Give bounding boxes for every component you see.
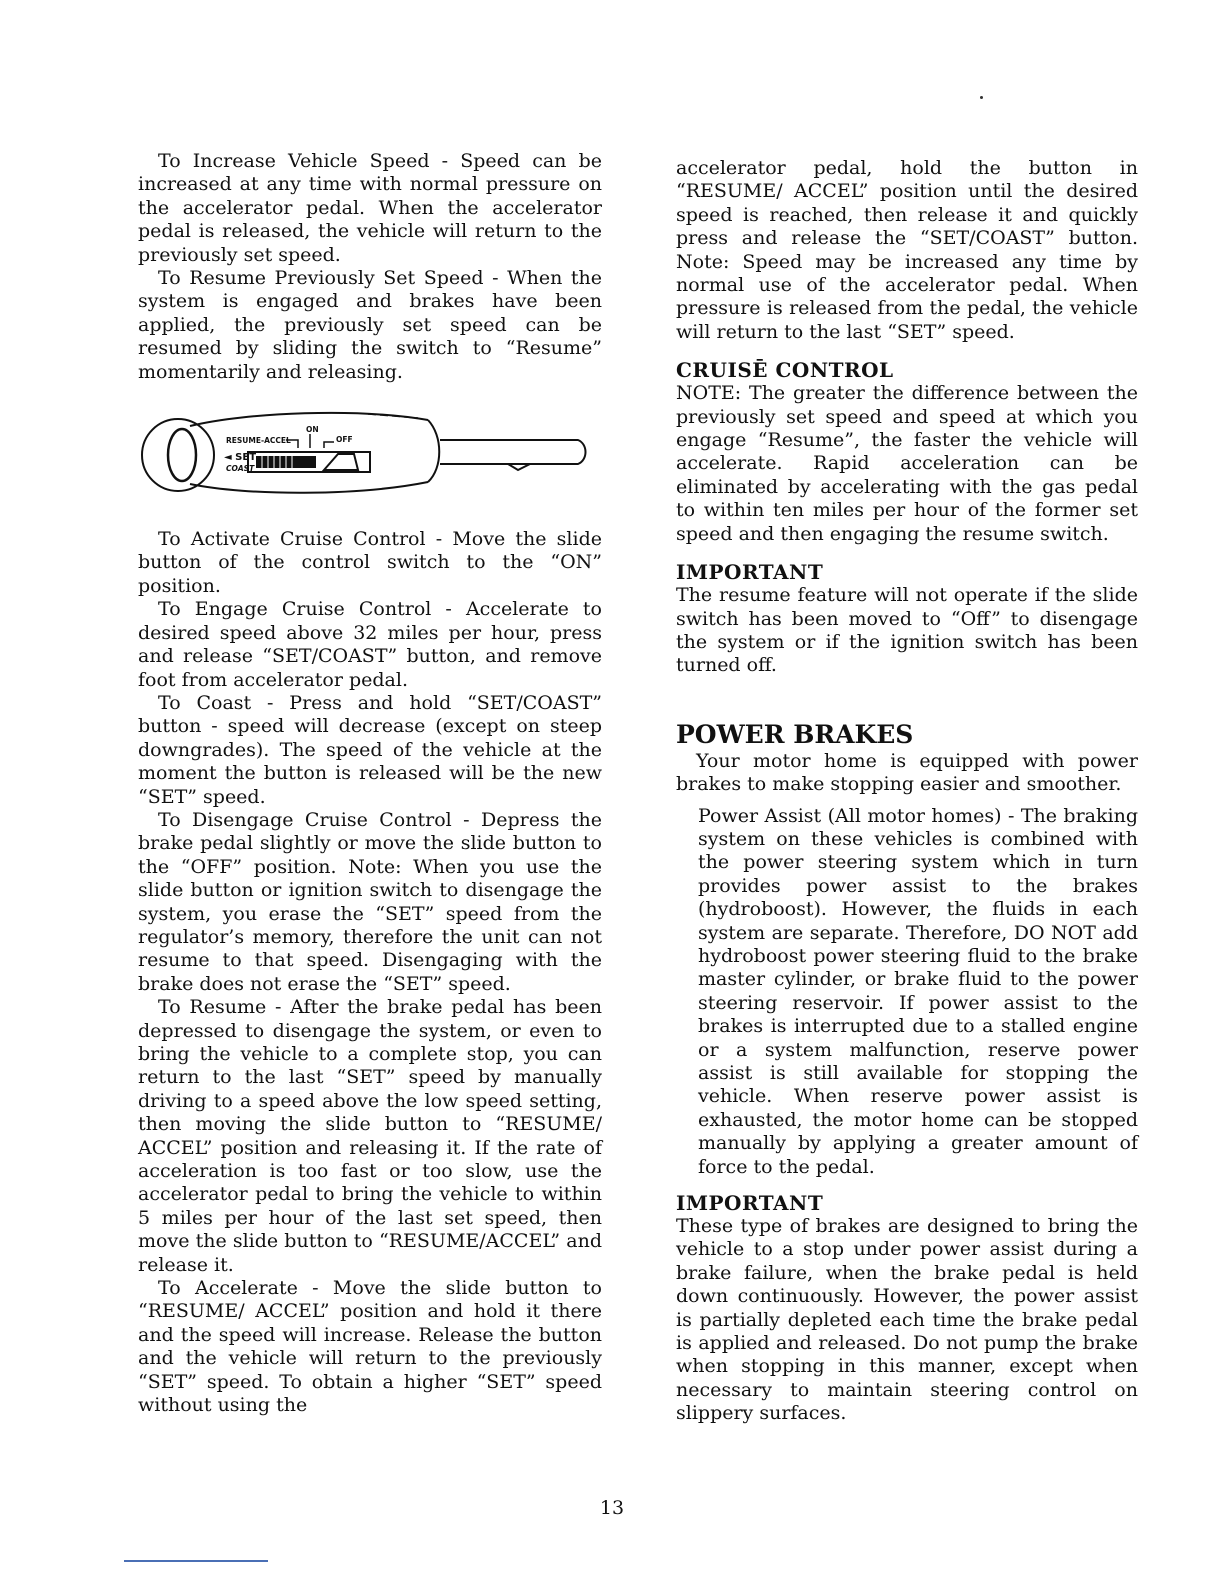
- footer-divider: [124, 1560, 268, 1562]
- coast-paragraph: To Coast - Press and hold “SET/COAST” button - speed will decrease (except on steep downgrades). The speed of the vehicle at the moment the button is released will be the new “SET” speed.: [138, 691, 602, 808]
- important-text-1: The resume feature will not operate if the slide switch has been moved to “Off” to disengage the system or if the ignition switch has been turned off.: [676, 584, 1138, 677]
- accelerate-paragraph: To Accelerate - Move the slide button to “RESUME/ ACCEL” position and hold it there and the speed will increase. Release the button and the vehicle will return to the previously “SET” speed. To obtain a higher “SET” speed without using the: [138, 1277, 602, 1417]
- figure-label-resume: RESUME-ACCEL: [226, 436, 291, 446]
- figure-label-set: ◄ SET: [224, 452, 257, 464]
- resume-previous-speed-paragraph: To Resume Previously Set Speed - When the system is engaged and brakes have been applied, the previously set speed can be resumed by sliding the switch to “Resume” momentarily and releasing.: [138, 267, 602, 383]
- important-text-2: These type of brakes are designed to bring the vehicle to a stop under power assist during a brake failure, when the brake pedal is held down continuously. However, the power assist is partially depleted each time the brake pedal is applied and released. Do not pump the brake when stopping in this manner, except when necessary to maintain steering control on slippery surfaces.: [676, 1215, 1138, 1425]
- cruise-control-heading: CRUISĒ CONTROL: [676, 358, 894, 383]
- power-brakes-heading: POWER BRAKES: [676, 719, 914, 749]
- power-brakes-intro: Your motor home is equipped with power brakes to make stopping easier and smoother.: [676, 749, 1138, 796]
- scan-speck: [980, 96, 983, 99]
- cruise-control-switch-figure: [138, 404, 608, 500]
- resume-paragraph: To Resume - After the brake pedal has been depressed to disengage the system, or even to bring the vehicle to a complete stop, you can return to the last “SET” speed by manually driving to a speed above the low speed setting, then moving the slide button to “RESUME/ ACCEL” position and releasing it. If the rate of acceleration is too fast or too slow, use the accelerator pedal to bring the vehicle to within 5 miles per hour of the last set speed, then move the slide button to “RESUME/ACCEL” and release it.: [138, 996, 602, 1276]
- important-heading-2: IMPORTANT: [676, 1191, 824, 1216]
- figure-label-off: OFF: [336, 435, 353, 445]
- left-column: [138, 150, 602, 1418]
- cruise-note-paragraph: NOTE: The greater the difference between the previously set speed and speed at which you engage “Resume”, the faster the vehicle will accelerate. Rapid acceleration can be eliminated by accelerating with the gas pedal to within ten miles per hour of the former set speed and then engaging the resume switch.: [676, 382, 1138, 545]
- important-heading-1: IMPORTANT: [676, 560, 824, 585]
- activate-cruise-paragraph: To Activate Cruise Control - Move the slide button of the control switch to the “ON” position.: [138, 528, 602, 597]
- cruise-control-switch-illustration: [138, 404, 608, 500]
- power-assist-paragraph: Power Assist (All motor homes) - The braking system on these vehicles is combined with the power steering system which in turn provides power assist to the brakes (hydroboost). However, the fluids in each system are separate. Therefore, DO NOT add hydroboost power steering fluid to the brake master cylinder, or brake fluid to the power steering reservoir. If power assist to the brakes is interrupted due to a stalled engine or a system malfunction, reserve power assist is still available for stopping the vehicle. When reserve power assist is exhausted, the motor home can be stopped manually by applying a greater amount of force to the pedal.: [698, 804, 1138, 1178]
- right-column: [676, 157, 1138, 1426]
- increase-speed-paragraph: To Increase Vehicle Speed - Speed can be increased at any time with normal pressure on the accelerator pedal. When the accelerator pedal is released, the vehicle will return to the previously set speed.: [138, 150, 602, 266]
- figure-label-on: ON: [306, 425, 319, 435]
- page-number: 13: [599, 1497, 625, 1519]
- figure-label-coast: COAST: [226, 464, 255, 474]
- disengage-cruise-paragraph: To Disengage Cruise Control - Depress the brake pedal slightly or move the slide button to the “OFF” position. Note: When you use the slide button or ignition switch to disengage the system, you erase the “SET” speed from the regulator’s memory, therefore the unit can not resume to that speed. Disengaging with the brake does not erase the “SET” speed.: [138, 808, 602, 995]
- accelerate-continued-paragraph: accelerator pedal, hold the button in “RESUME/ ACCEL” position until the desired speed is reached, then release it and quickly press and release the “SET/COAST” button. Note: Speed may be increased any time by normal use of the accelerator pedal. When pressure is released from the pedal, the vehicle will return to the last “SET” speed.: [676, 157, 1138, 343]
- engage-cruise-paragraph: To Engage Cruise Control - Accelerate to desired speed above 32 miles per hour, press and release “SET/COAST” button, and remove foot from accelerator pedal.: [138, 598, 602, 691]
